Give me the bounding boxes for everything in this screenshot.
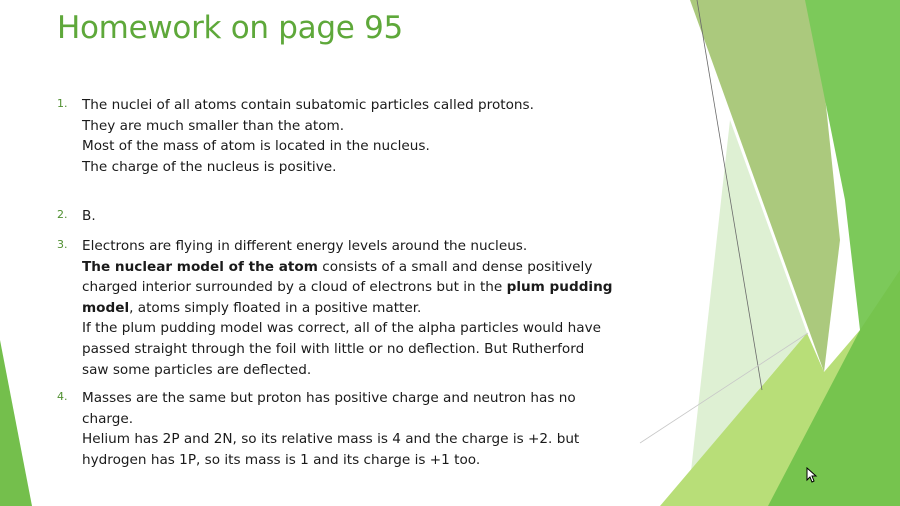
text-segment: Masses are the same but proton has positive charge and neutron has no bbox=[82, 390, 576, 406]
text-line bbox=[82, 298, 613, 319]
text-line bbox=[82, 318, 613, 339]
text-segment: Most of the mass of atom is located in the nucleus. bbox=[82, 138, 430, 155]
bold-text: plum pudding bbox=[506, 279, 613, 296]
text-segment: consists of a small and dense positively bbox=[317, 258, 593, 275]
text-line bbox=[82, 450, 579, 471]
text-segment: Helium has 2P and 2N, so its relative mass is 4 and the charge is +2. but bbox=[82, 431, 580, 448]
text-line bbox=[82, 136, 534, 157]
text-segment: hydrogen has 1P, so its mass is 1 and its charge is +1 too. bbox=[82, 451, 481, 468]
bold-text: model bbox=[82, 299, 130, 316]
text-line bbox=[82, 157, 534, 178]
list-number: 3. bbox=[57, 238, 68, 251]
text-line bbox=[82, 95, 534, 116]
text-segment: Electrons are flying in different energy levels around the nucleus. bbox=[82, 238, 528, 254]
text-segment: saw some particles are deflected. bbox=[82, 361, 312, 378]
text-segment: B. bbox=[82, 208, 96, 224]
text-segment: If the plum pudding model was correct, all of the alpha particles would have bbox=[82, 320, 601, 337]
bold-text: The nuclear model of the atom bbox=[82, 258, 318, 275]
text-segment: They are much smaller than the atom. bbox=[82, 117, 345, 134]
text-segment: passed straight through the foil with little or no deflection. But Rutherford bbox=[82, 340, 585, 357]
text-segment: , atoms simply floated in a positive matter. bbox=[129, 299, 422, 316]
text-line bbox=[82, 339, 613, 360]
text-segment: The charge of the nucleus is positive. bbox=[82, 158, 337, 175]
text-line bbox=[82, 257, 613, 278]
text-line bbox=[82, 409, 579, 430]
text-line bbox=[82, 277, 613, 298]
text-line bbox=[82, 388, 579, 409]
mouse-cursor-icon bbox=[806, 467, 818, 483]
list-number: 4. bbox=[57, 390, 68, 403]
text-line bbox=[82, 360, 613, 381]
text-line bbox=[82, 236, 613, 257]
left-green-shape bbox=[0, 340, 32, 506]
slide-title: Homework on page 95 bbox=[57, 10, 403, 46]
list-number: 1. bbox=[57, 97, 68, 110]
text-segment: charged interior surrounded by a cloud of electrons but in the bbox=[82, 279, 507, 296]
text-line bbox=[82, 116, 534, 137]
text-segment: charge. bbox=[82, 410, 134, 427]
list-number: 2. bbox=[57, 208, 68, 221]
text-line bbox=[82, 206, 96, 227]
text-segment: The nuclei of all atoms contain subatomic particles called protons. bbox=[82, 97, 534, 113]
text-line bbox=[82, 429, 579, 450]
